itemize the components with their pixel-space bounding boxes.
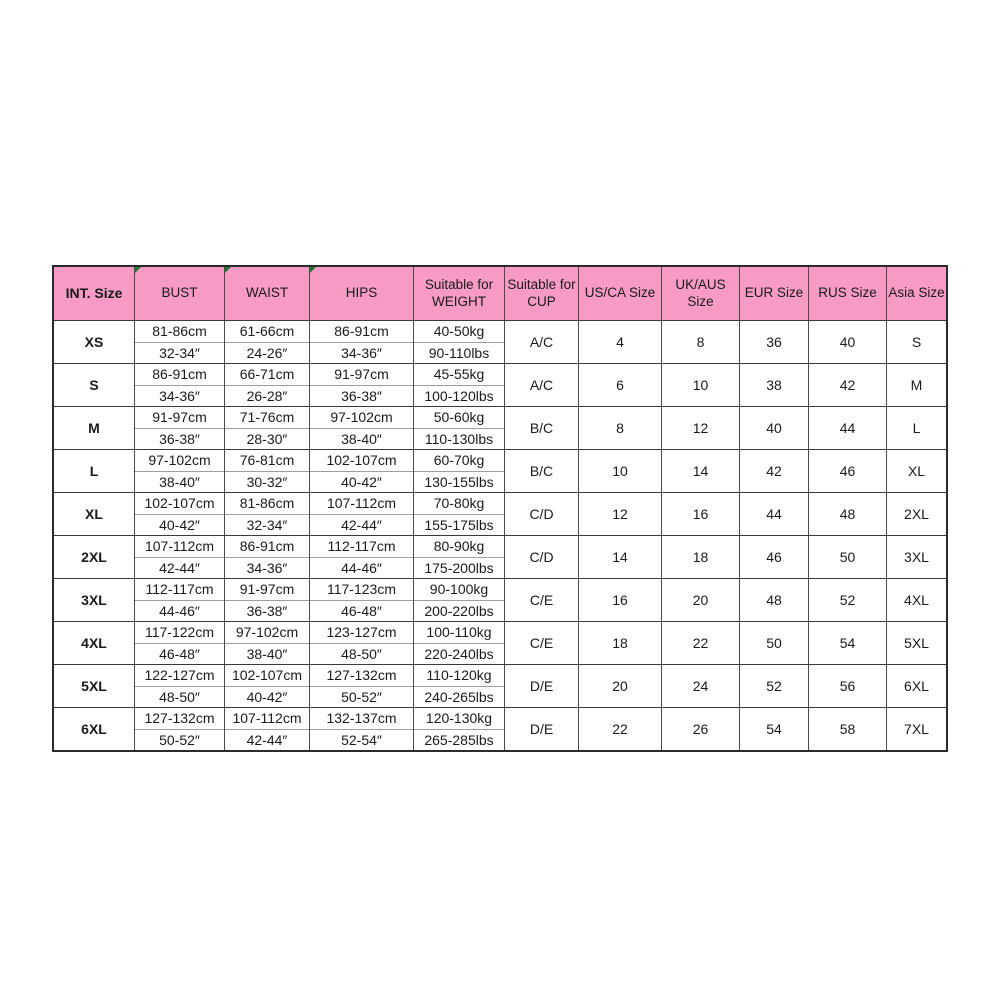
bust-cell	[134, 579, 224, 621]
rus-cell: 54	[808, 622, 886, 664]
bust-cell	[134, 708, 224, 750]
eur-cell: 48	[739, 579, 808, 621]
size-label-cell	[54, 536, 134, 578]
bust-inches: 38-40″	[135, 471, 224, 493]
hips-cm: 107-112cm	[326, 495, 396, 512]
header-rus	[808, 267, 886, 320]
cup-cell: D/E	[504, 708, 578, 750]
rus-cell: 42	[808, 364, 886, 406]
waist-cm: 81-86cm	[239, 495, 295, 512]
cup-cell: A/C	[504, 321, 578, 363]
waist-inches: 40-42″	[225, 686, 309, 708]
rus-cell: 52	[808, 579, 886, 621]
weight-lbs: 200-220lbs	[414, 600, 504, 622]
size-label-cell	[54, 450, 134, 492]
cell-flag-icon	[310, 267, 316, 273]
bust-cell	[134, 407, 224, 449]
hips-cell	[309, 622, 413, 664]
bust-cm: 102-107cm	[144, 495, 215, 512]
uk-aus-cell: 18	[661, 536, 739, 578]
bust-cm: 86-91cm	[152, 366, 207, 383]
bust-inches: 50-52″	[135, 729, 224, 751]
size-label-cell	[54, 622, 134, 664]
weight-kg: 100-110kg	[426, 624, 492, 641]
waist-inches: 32-34″	[225, 514, 309, 536]
header-bust-label: BUST	[161, 285, 198, 301]
waist-cm: 107-112cm	[232, 710, 302, 727]
table-row	[54, 320, 946, 363]
hips-inches: 50-52″	[310, 686, 413, 708]
table-row	[54, 363, 946, 406]
bust-cm: 122-127cm	[144, 667, 215, 684]
waist-cm: 91-97cm	[239, 581, 295, 598]
table-row	[54, 578, 946, 621]
size-label-cell	[54, 579, 134, 621]
weight-kg: 90-100kg	[429, 581, 489, 598]
hips-cm: 112-117cm	[327, 538, 396, 555]
uk-aus-cell: 24	[661, 665, 739, 707]
size-label-cell	[54, 364, 134, 406]
waist-cell	[224, 493, 309, 535]
asia-cell: 3XL	[886, 536, 946, 578]
hips-cm: 102-107cm	[326, 452, 397, 469]
bust-inches: 48-50″	[135, 686, 224, 708]
header-weight-line2: WEIGHT	[432, 293, 486, 309]
asia-cell: M	[886, 364, 946, 406]
eur-cell: 42	[739, 450, 808, 492]
weight-lbs: 240-265lbs	[414, 686, 504, 708]
waist-cell	[224, 708, 309, 750]
weight-lbs: 110-130lbs	[414, 428, 504, 450]
hips-cm: 117-123cm	[326, 581, 396, 598]
waist-cell	[224, 579, 309, 621]
size-label-cell	[54, 407, 134, 449]
weight-kg: 80-90kg	[433, 538, 485, 555]
bust-cell	[134, 364, 224, 406]
hips-inches: 40-42″	[310, 471, 413, 493]
asia-cell: 4XL	[886, 579, 946, 621]
waist-cm: 71-76cm	[239, 409, 295, 426]
size-label-cell	[54, 665, 134, 707]
bust-inches: 42-44″	[135, 557, 224, 579]
header-cup-line2: CUP	[527, 293, 556, 309]
weight-cell	[413, 407, 504, 449]
weight-lbs: 155-175lbs	[414, 514, 504, 536]
header-cup-line1: Suitable for	[507, 277, 576, 293]
size-label: M	[88, 420, 100, 436]
bust-cm: 107-112cm	[144, 538, 214, 555]
rus-cell: 40	[808, 321, 886, 363]
hips-inches: 52-54″	[310, 729, 413, 751]
waist-inches: 36-38″	[225, 600, 309, 622]
size-label: S	[89, 377, 99, 393]
hips-cm: 97-102cm	[330, 409, 393, 426]
us-ca-cell: 14	[578, 536, 661, 578]
bust-inches: 32-34″	[135, 342, 224, 364]
size-label: L	[89, 463, 99, 479]
uk-aus-cell: 8	[661, 321, 739, 363]
rus-cell: 44	[808, 407, 886, 449]
size-label: XS	[84, 334, 104, 350]
waist-inches: 26-28″	[225, 385, 309, 407]
bust-cell	[134, 493, 224, 535]
waist-cell	[224, 536, 309, 578]
rus-cell: 46	[808, 450, 886, 492]
header-uk-aus	[661, 267, 739, 320]
bust-cell	[134, 321, 224, 363]
table-row	[54, 492, 946, 535]
waist-inches: 34-36″	[225, 557, 309, 579]
waist-cm: 66-71cm	[239, 366, 295, 383]
cup-cell: A/C	[504, 364, 578, 406]
weight-cell	[413, 493, 504, 535]
asia-cell: 6XL	[886, 665, 946, 707]
bust-cell	[134, 536, 224, 578]
asia-cell: S	[886, 321, 946, 363]
eur-cell: 50	[739, 622, 808, 664]
header-weight-line1: Suitable for	[424, 277, 494, 293]
hips-cell	[309, 450, 413, 492]
bust-cm: 91-97cm	[152, 409, 207, 426]
asia-cell: XL	[886, 450, 946, 492]
weight-cell	[413, 450, 504, 492]
hips-cell	[309, 579, 413, 621]
header-asia-label: Asia Size	[888, 285, 945, 301]
bust-cell	[134, 622, 224, 664]
hips-cm: 91-97cm	[334, 366, 389, 383]
waist-cm: 61-66cm	[239, 323, 295, 340]
rus-cell: 48	[808, 493, 886, 535]
bust-inches: 44-46″	[135, 600, 224, 622]
table-row	[54, 449, 946, 492]
header-waist-label: WAIST	[245, 285, 289, 301]
us-ca-cell: 10	[578, 450, 661, 492]
hips-cell	[309, 708, 413, 750]
cup-cell: C/E	[504, 579, 578, 621]
hips-inches: 34-36″	[310, 342, 413, 364]
size-label: 5XL	[81, 678, 107, 694]
weight-lbs: 100-120lbs	[414, 385, 504, 407]
us-ca-cell: 16	[578, 579, 661, 621]
weight-cell	[413, 364, 504, 406]
asia-cell: 2XL	[886, 493, 946, 535]
cup-cell: B/C	[504, 450, 578, 492]
hips-inches: 36-38″	[310, 385, 413, 407]
weight-cell	[413, 665, 504, 707]
header-hips-label: HIPS	[345, 285, 378, 301]
waist-cell	[224, 321, 309, 363]
table-body	[54, 320, 946, 750]
bust-cm: 97-102cm	[148, 452, 211, 469]
bust-cm: 117-122cm	[144, 624, 214, 641]
waist-cell	[224, 407, 309, 449]
hips-inches: 44-46″	[310, 557, 413, 579]
header-eur-label: EUR Size	[744, 285, 804, 301]
weight-cell	[413, 708, 504, 750]
uk-aus-cell: 16	[661, 493, 739, 535]
rus-cell: 56	[808, 665, 886, 707]
bust-inches: 40-42″	[135, 514, 224, 536]
cup-cell: C/D	[504, 536, 578, 578]
hips-cm: 86-91cm	[334, 323, 389, 340]
bust-inches: 36-38″	[135, 428, 224, 450]
us-ca-cell: 18	[578, 622, 661, 664]
weight-kg: 40-50kg	[433, 323, 485, 340]
size-label: 2XL	[81, 549, 107, 565]
header-uk-aus-line2: Size	[687, 293, 714, 309]
weight-lbs: 265-285lbs	[414, 729, 504, 751]
uk-aus-cell: 20	[661, 579, 739, 621]
size-label: 6XL	[81, 721, 107, 737]
weight-kg: 110-120kg	[426, 667, 492, 684]
us-ca-cell: 4	[578, 321, 661, 363]
us-ca-cell: 8	[578, 407, 661, 449]
size-label: 3XL	[81, 592, 107, 608]
weight-kg: 50-60kg	[433, 409, 485, 426]
weight-kg: 120-130kg	[425, 710, 493, 727]
bust-inches: 46-48″	[135, 643, 224, 665]
asia-cell: 7XL	[886, 708, 946, 750]
hips-inches: 38-40″	[310, 428, 413, 450]
header-int-size-label: INT. Size	[65, 285, 123, 302]
hips-inches: 46-48″	[310, 600, 413, 622]
asia-cell: L	[886, 407, 946, 449]
hips-cell	[309, 407, 413, 449]
uk-aus-cell: 12	[661, 407, 739, 449]
cup-cell: B/C	[504, 407, 578, 449]
weight-cell	[413, 622, 504, 664]
cell-flag-icon	[225, 267, 231, 273]
hips-cm: 123-127cm	[326, 624, 397, 641]
weight-cell	[413, 579, 504, 621]
weight-lbs: 175-200lbs	[414, 557, 504, 579]
waist-inches: 42-44″	[225, 729, 309, 751]
waist-cell	[224, 665, 309, 707]
waist-cm: 76-81cm	[239, 452, 295, 469]
waist-cell	[224, 622, 309, 664]
size-label: 4XL	[81, 635, 107, 651]
bust-inches: 34-36″	[135, 385, 224, 407]
uk-aus-cell: 26	[661, 708, 739, 750]
table-row	[54, 664, 946, 707]
eur-cell: 38	[739, 364, 808, 406]
eur-cell: 52	[739, 665, 808, 707]
eur-cell: 36	[739, 321, 808, 363]
hips-cell	[309, 364, 413, 406]
cup-cell: C/E	[504, 622, 578, 664]
waist-cell	[224, 450, 309, 492]
header-bust	[134, 267, 224, 320]
header-eur	[739, 267, 808, 320]
us-ca-cell: 12	[578, 493, 661, 535]
header-waist	[224, 267, 309, 320]
header-cup	[504, 267, 578, 320]
weight-lbs: 220-240lbs	[414, 643, 504, 665]
table-row	[54, 535, 946, 578]
eur-cell: 54	[739, 708, 808, 750]
hips-cell	[309, 493, 413, 535]
table-row	[54, 621, 946, 664]
bust-cell	[134, 665, 224, 707]
weight-kg: 45-55kg	[433, 366, 485, 383]
hips-inches: 42-44″	[310, 514, 413, 536]
waist-inches: 28-30″	[225, 428, 309, 450]
weight-lbs: 130-155lbs	[414, 471, 504, 493]
table-row	[54, 707, 946, 750]
uk-aus-cell: 14	[661, 450, 739, 492]
weight-kg: 70-80kg	[433, 495, 485, 512]
weight-kg: 60-70kg	[433, 452, 485, 469]
weight-cell	[413, 321, 504, 363]
bust-cell	[134, 450, 224, 492]
waist-inches: 30-32″	[225, 471, 309, 493]
header-weight	[413, 267, 504, 320]
size-label-cell	[54, 708, 134, 750]
bust-cm: 127-132cm	[144, 710, 215, 727]
waist-cm: 102-107cm	[231, 667, 303, 684]
header-uk-aus-line1: UK/AUS	[675, 277, 726, 293]
us-ca-cell: 22	[578, 708, 661, 750]
cell-flag-icon	[135, 267, 141, 273]
rus-cell: 50	[808, 536, 886, 578]
weight-cell	[413, 536, 504, 578]
size-label-cell	[54, 321, 134, 363]
header-us-ca-label: US/CA Size	[584, 285, 656, 301]
header-hips	[309, 267, 413, 320]
table-row	[54, 406, 946, 449]
header-int-size	[54, 267, 134, 320]
eur-cell: 46	[739, 536, 808, 578]
cup-cell: C/D	[504, 493, 578, 535]
bust-cm: 112-117cm	[145, 581, 214, 598]
header-row	[54, 267, 946, 320]
hips-inches: 48-50″	[310, 643, 413, 665]
header-us-ca	[578, 267, 661, 320]
uk-aus-cell: 10	[661, 364, 739, 406]
asia-cell: 5XL	[886, 622, 946, 664]
hips-cm: 132-137cm	[326, 710, 397, 727]
rus-cell: 58	[808, 708, 886, 750]
header-rus-label: RUS Size	[818, 285, 877, 301]
eur-cell: 40	[739, 407, 808, 449]
weight-lbs: 90-110lbs	[414, 342, 504, 364]
eur-cell: 44	[739, 493, 808, 535]
waist-inches: 24-26″	[225, 342, 309, 364]
bust-cm: 81-86cm	[152, 323, 207, 340]
waist-inches: 38-40″	[225, 643, 309, 665]
cup-cell: D/E	[504, 665, 578, 707]
size-label-cell	[54, 493, 134, 535]
hips-cell	[309, 321, 413, 363]
hips-cell	[309, 536, 413, 578]
waist-cm: 86-91cm	[239, 538, 295, 555]
waist-cm: 97-102cm	[235, 624, 299, 641]
size-label: XL	[85, 506, 103, 522]
us-ca-cell: 6	[578, 364, 661, 406]
uk-aus-cell: 22	[661, 622, 739, 664]
hips-cell	[309, 665, 413, 707]
size-chart-table	[52, 265, 948, 752]
us-ca-cell: 20	[578, 665, 661, 707]
waist-cell	[224, 364, 309, 406]
header-asia	[886, 267, 946, 320]
hips-cm: 127-132cm	[326, 667, 397, 684]
